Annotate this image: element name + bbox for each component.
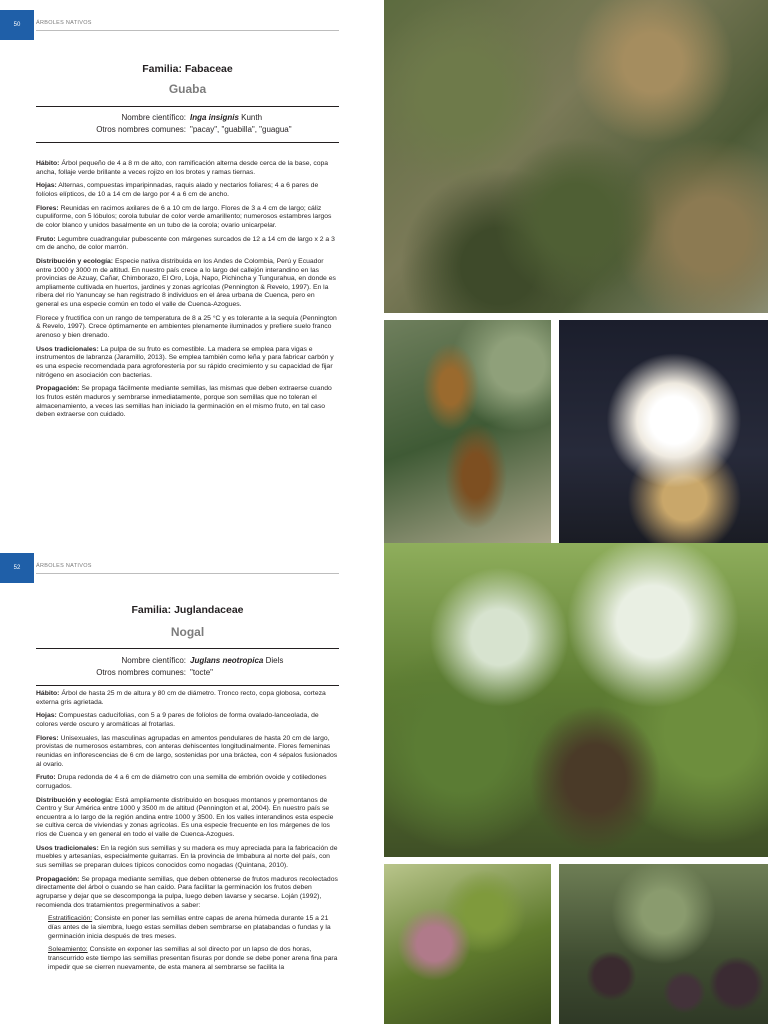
common-name-heading: Nogal <box>170 625 205 639</box>
paragraph-flores: Flores: Reunidas en racimos axilares de 6 a 10 cm de largo. Flores de 3 a 4 cm de largo; cáliz cupuliforme, con 5 lóbulos; corola tubular de color verde amarillento; numerosos estambres largos de color blanco y unidos basalmente en un tubo de la corola; ovario unicarpelar. <box>36 204 332 229</box>
other-names-label: Otros nombres comunes: <box>96 125 186 134</box>
paragraph-fruto: Fruto: Drupa redonda de 4 a 6 cm de diámetro con una semilla de embrión ovoide y cotiledones corrugados. <box>36 774 327 790</box>
scientific-author: Kunth <box>241 113 263 122</box>
family-heading: Familia: Fabaceae <box>142 63 233 75</box>
paragraph-hojas: Hojas: Compuestas caducifolias, con 5 a 9 pares de folíolos de forma ovalado-lanceolada, de colores verde oscuro y aromáticas al frotarlas. <box>36 712 319 728</box>
scientific-name: Juglans neotropica <box>190 656 264 665</box>
scientific-name-row <box>36 655 339 667</box>
scientific-name-label: Nombre científico: <box>121 656 186 665</box>
page-number: 50 <box>0 10 34 40</box>
treatment-estratificacion: Estratificación: Consiste en poner las semillas entre capas de arena húmeda durante 15 a 21 días antes de la siembra, luego estas semillas deben sembrarse en platabandas o fundas y la germinación inicia después de tres meses. <box>48 915 331 940</box>
paragraph-habito: Hábito: Árbol de hasta 25 m de altura y 80 cm de diámetro. Tronco recto, copa globosa, corteza externa gris agrietada. <box>36 690 326 706</box>
other-names-label: Otros nombres comunes: <box>96 668 186 677</box>
paragraph-distribucion: Distribución y ecología: Especie nativa distribuida en los Andes de Colombia, Perú y Ecuador entre 1000 y 3000 m de altitud. En nuestro país crece a lo largo del callejón interandino en las provincias de Azuay, Cañar, Chimborazo, El Oro, Loja, Napo, Pichincha y Tungurahua, en donde es ampliamente cultivada en huertos, jardines y zonas agrícolas (Pennington & Revelo, 1997). En la ribera del río Yanuncay se han registrado 8 individuos en el área urbana de Cuenca, pero en general es una especie común en todo el valle de Cuenca-Azogues. <box>36 258 336 309</box>
paragraph-flores: Flores: Unisexuales, las masculinas agrupadas en amentos pendulares de hasta 20 cm de largo, provistas de numerosos estambres, con anteras dehiscentes longitudinalmente. Flores femeninas reunidas en inflorescencias de 6 cm de largo, sostenidas por una bráctea, con 4 sépalos fusionados al ovario. <box>36 734 338 768</box>
name-rule-bottom <box>36 142 339 143</box>
names-block <box>36 655 339 679</box>
paragraph-fruto: Fruto: Legumbre cuadrangular pubescente con márgenes surcados de 12 a 14 cm de largo x 2 a 3 cm de ancho, de color marrón. <box>36 235 335 252</box>
paragraph-propagacion: Propagación: Se propaga fácilmente mediante semillas, las mismas que deben extraerse cuando los frutos estén maduros y sembrarse inmediatamente, porque son semillas que no toleran el almacenamiento, a veces las semillas han iniciado la germinación en el mismo fruto, en tal caso deben extraerse con cuidado. <box>36 385 332 419</box>
paragraph-hojas: Hojas: Alternas, compuestas imparipinnadas, raquis alado y nectarios foliares; 4 a 6 pares de folíolos elípticos, de 10 a 14 cm de largo por 4 a 6 cm de ancho. <box>36 182 319 198</box>
page-number: 52 <box>0 553 34 583</box>
scientific-name-row <box>36 112 339 124</box>
scientific-author: Diels <box>265 656 284 665</box>
running-head: ÁRBOLES NATIVOS <box>36 563 92 569</box>
nogal-tree-photo <box>384 543 768 857</box>
running-head: ÁRBOLES NATIVOS <box>36 20 92 26</box>
paragraph-usos: Usos tradicionales: La pulpa de su fruto es comestible. La madera se emplea para vigas e instrumentos de labranza (Jaramillo, 2013). Se emplea también como leña y para fabricar carbón y es una especie recomendada para agroforestería por su rápido crecimiento y su capacidad de fijar nitrógeno en asociación con bacterias. <box>36 345 334 379</box>
family-heading: Familia: Juglandaceae <box>131 604 244 616</box>
guaba-pods-photo <box>384 320 551 543</box>
other-names: "pacay", "guabilla", "guagua" <box>190 125 292 134</box>
names-block <box>36 112 339 136</box>
paragraph-ecologia: Florece y fructifica con un rango de temperatura de 8 a 25 °C y es tolerante a la sequía (Pennington & Revelo, 1997). Crece óptimamente en ambientes plenamente iluminados y prefiere suelo franco arenoso y bien drenado. <box>36 314 337 340</box>
header-rule <box>36 573 339 574</box>
scientific-name: Inga insignis <box>190 113 239 122</box>
paragraph-distribucion: Distribución y ecología: Está ampliamente distribuido en bosques montanos y premontanos de Centro y Sur América entre 1000 y 3500 m de altitud (Pennington et al, 2004). En nuestro país se encuentra a lo largo de la región andina entre 1000 y 3500. En los valles interandinos esta especie se cultiva cerca de viviendas y zonas agrícolas. Es una especie frecuente en los márgenes de los ríos de Cuenca y en general en todo el valle de Cuenca-Azogues. <box>36 796 334 839</box>
name-rule-top <box>36 648 339 649</box>
description-text <box>36 160 339 425</box>
description-text <box>36 690 339 977</box>
common-name-heading: Guaba <box>168 82 207 96</box>
paragraph-habito: Hábito: Árbol pequeño de 4 a 8 m de alto, con ramificación alterna desde cerca de la base, copa ancha, follaje verde brillante a veces rojizo en los brotes y ramas tiernas. <box>36 160 329 176</box>
header-rule <box>36 30 339 31</box>
nogal-fruits-photo <box>559 864 768 1024</box>
nogal-flowers-photo <box>384 864 551 1024</box>
name-rule-top <box>36 106 339 107</box>
treatment-soleamiento: Soleamiento: Consiste en exponer las semillas al sol directo por un lapso de dos horas, transcurrido este tiempo las semillas presentan fisuras por donde se debe poner arena fina para impedir que se cierren nuevamente, de esta manera al sembrarse se facilita la <box>48 946 338 971</box>
guaba-flower-photo <box>559 320 768 543</box>
guaba-tree-photo <box>384 0 768 313</box>
other-names-row <box>36 667 339 679</box>
paragraph-propagacion: Propagación: Se propaga mediante semillas, que deben obtenerse de frutos maduros recolectados directamente del árbol o cuando se han caído. Para facilitar la germinación los frutos deben agruparse y dejar que se descomponga la pulpa, luego deben lavarse y secarse. Loján (1992), recomienda dos tratamientos pregerminativos a saber: <box>36 875 338 909</box>
other-names: "tocte" <box>190 668 214 677</box>
scientific-name-label: Nombre científico: <box>121 113 186 122</box>
name-rule-bottom <box>36 685 339 686</box>
other-names-row <box>36 124 339 136</box>
paragraph-usos: Usos tradicionales: En la región sus semillas y su madera es muy apreciada para la fabricación de muebles y artesanías, especialmente guitarras. En la provincia de Imbabura al norte del país, con sus semillas se preparan dulces típicos conocidos como nogadas (Quintana, 2010). <box>36 844 338 870</box>
